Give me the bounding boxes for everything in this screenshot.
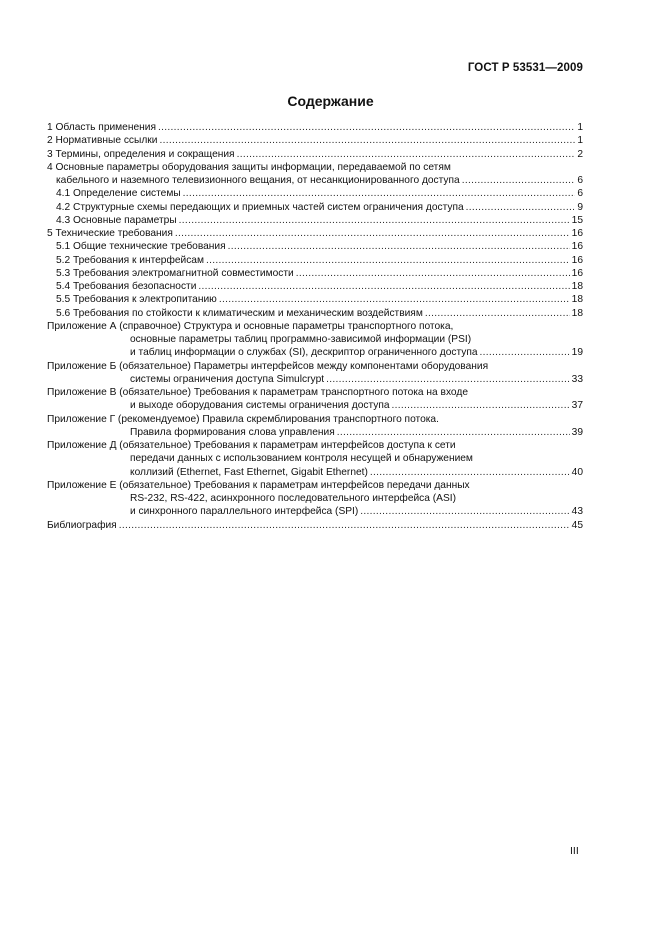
page-number: III bbox=[570, 845, 579, 857]
toc-entry[interactable]: коллизий (Ethernet, Fast Ethernet, Gigabit Ethernet) ..... 40 bbox=[47, 466, 583, 479]
standard-code: ГОСТ Р 53531—2009 bbox=[467, 62, 583, 74]
toc-entry[interactable]: 4.1 Определение системы ..... 6 bbox=[47, 187, 583, 200]
toc-entry[interactable]: Приложение Д (обязательное) Требования к параметрам интерфейсов доступа к сети bbox=[47, 440, 456, 451]
toc-entry[interactable]: Правила формирования слова управления ..... 39 bbox=[47, 426, 583, 439]
toc-entry[interactable]: Приложение Е (обязательное) Требования к параметрам интерфейсов передачи данных bbox=[47, 479, 470, 491]
toc-entry[interactable]: 5.1 Общие технические требования ..... 16 bbox=[47, 240, 583, 253]
toc-entry[interactable]: 1 Область применения ..... 1 bbox=[47, 121, 583, 134]
toc-entry[interactable]: RS-232, RS-422, асинхронного последовательного интерфейса (ASI) bbox=[130, 493, 456, 504]
table-of-contents bbox=[47, 121, 583, 532]
toc-entry[interactable]: кабельного и наземного телевизионного вещания, от несанкционированного доступа ..... 6 bbox=[47, 174, 583, 187]
toc-entry[interactable]: и синхронного параллельного интерфейса (SPI) ..... 43 bbox=[47, 505, 583, 518]
toc-entry[interactable]: 5.3 Требования электромагнитной совместимости ..... 16 bbox=[47, 267, 583, 280]
toc-entry[interactable]: 5.2 Требования к интерфейсам ..... 16 bbox=[47, 254, 583, 267]
toc-entry[interactable]: и выходе оборудования системы ограничения доступа ..... 37 bbox=[47, 399, 583, 412]
toc-entry[interactable]: 3 Термины, определения и сокращения ..... 2 bbox=[47, 148, 583, 161]
page-title: Содержание bbox=[287, 93, 374, 109]
toc-entry[interactable]: передачи данных с использованием контроля несущей и обнаружением bbox=[130, 453, 473, 465]
toc-entry[interactable]: 5.4 Требования безопасности ..... 18 bbox=[47, 280, 583, 293]
toc-entry[interactable]: Библиография ..... 45 bbox=[47, 519, 583, 532]
toc-entry[interactable]: системы ограничения доступа Simulcrypt ..... 33 bbox=[47, 373, 583, 386]
toc-entry[interactable]: 5 Технические требования ..... 16 bbox=[47, 227, 583, 240]
toc-entry[interactable]: 4.3 Основные параметры ..... 15 bbox=[47, 214, 583, 227]
toc-entry[interactable]: и таблиц информации о службах (SI), дескриптор ограниченного доступа ..... 19 bbox=[47, 346, 583, 359]
toc-entry[interactable]: основные параметры таблиц программно-зависимой информации (PSI) bbox=[130, 334, 472, 345]
toc-entry[interactable]: 4 Основные параметры оборудования защиты информации, передаваемой по сетям bbox=[47, 161, 451, 173]
toc-entry[interactable]: 5.5 Требования к электропитанию ..... 18 bbox=[47, 293, 583, 306]
toc-entry[interactable]: Приложение В (обязательное) Требования к параметрам транспортного потока на входе bbox=[47, 387, 468, 398]
toc-entry[interactable]: Приложение Б (обязательное) Параметры интерфейсов между компонентами оборудования bbox=[47, 360, 489, 372]
toc-entry[interactable]: 5.6 Требования по стойкости к климатическим и механическим воздействиям ..... 18 bbox=[47, 307, 583, 320]
toc-entry[interactable]: Приложение А (справочное) Структура и основные параметры транспортного потока, bbox=[47, 320, 454, 332]
toc-entry[interactable]: 4.2 Структурные схемы передающих и приемных частей систем ограничения доступа ..... 9 bbox=[47, 201, 583, 214]
toc-entry[interactable]: 2 Нормативные ссылки ..... 1 bbox=[47, 134, 583, 147]
toc-entry[interactable]: Приложение Г (рекомендуемое) Правила скремблирования транспортного потока. bbox=[47, 413, 439, 425]
